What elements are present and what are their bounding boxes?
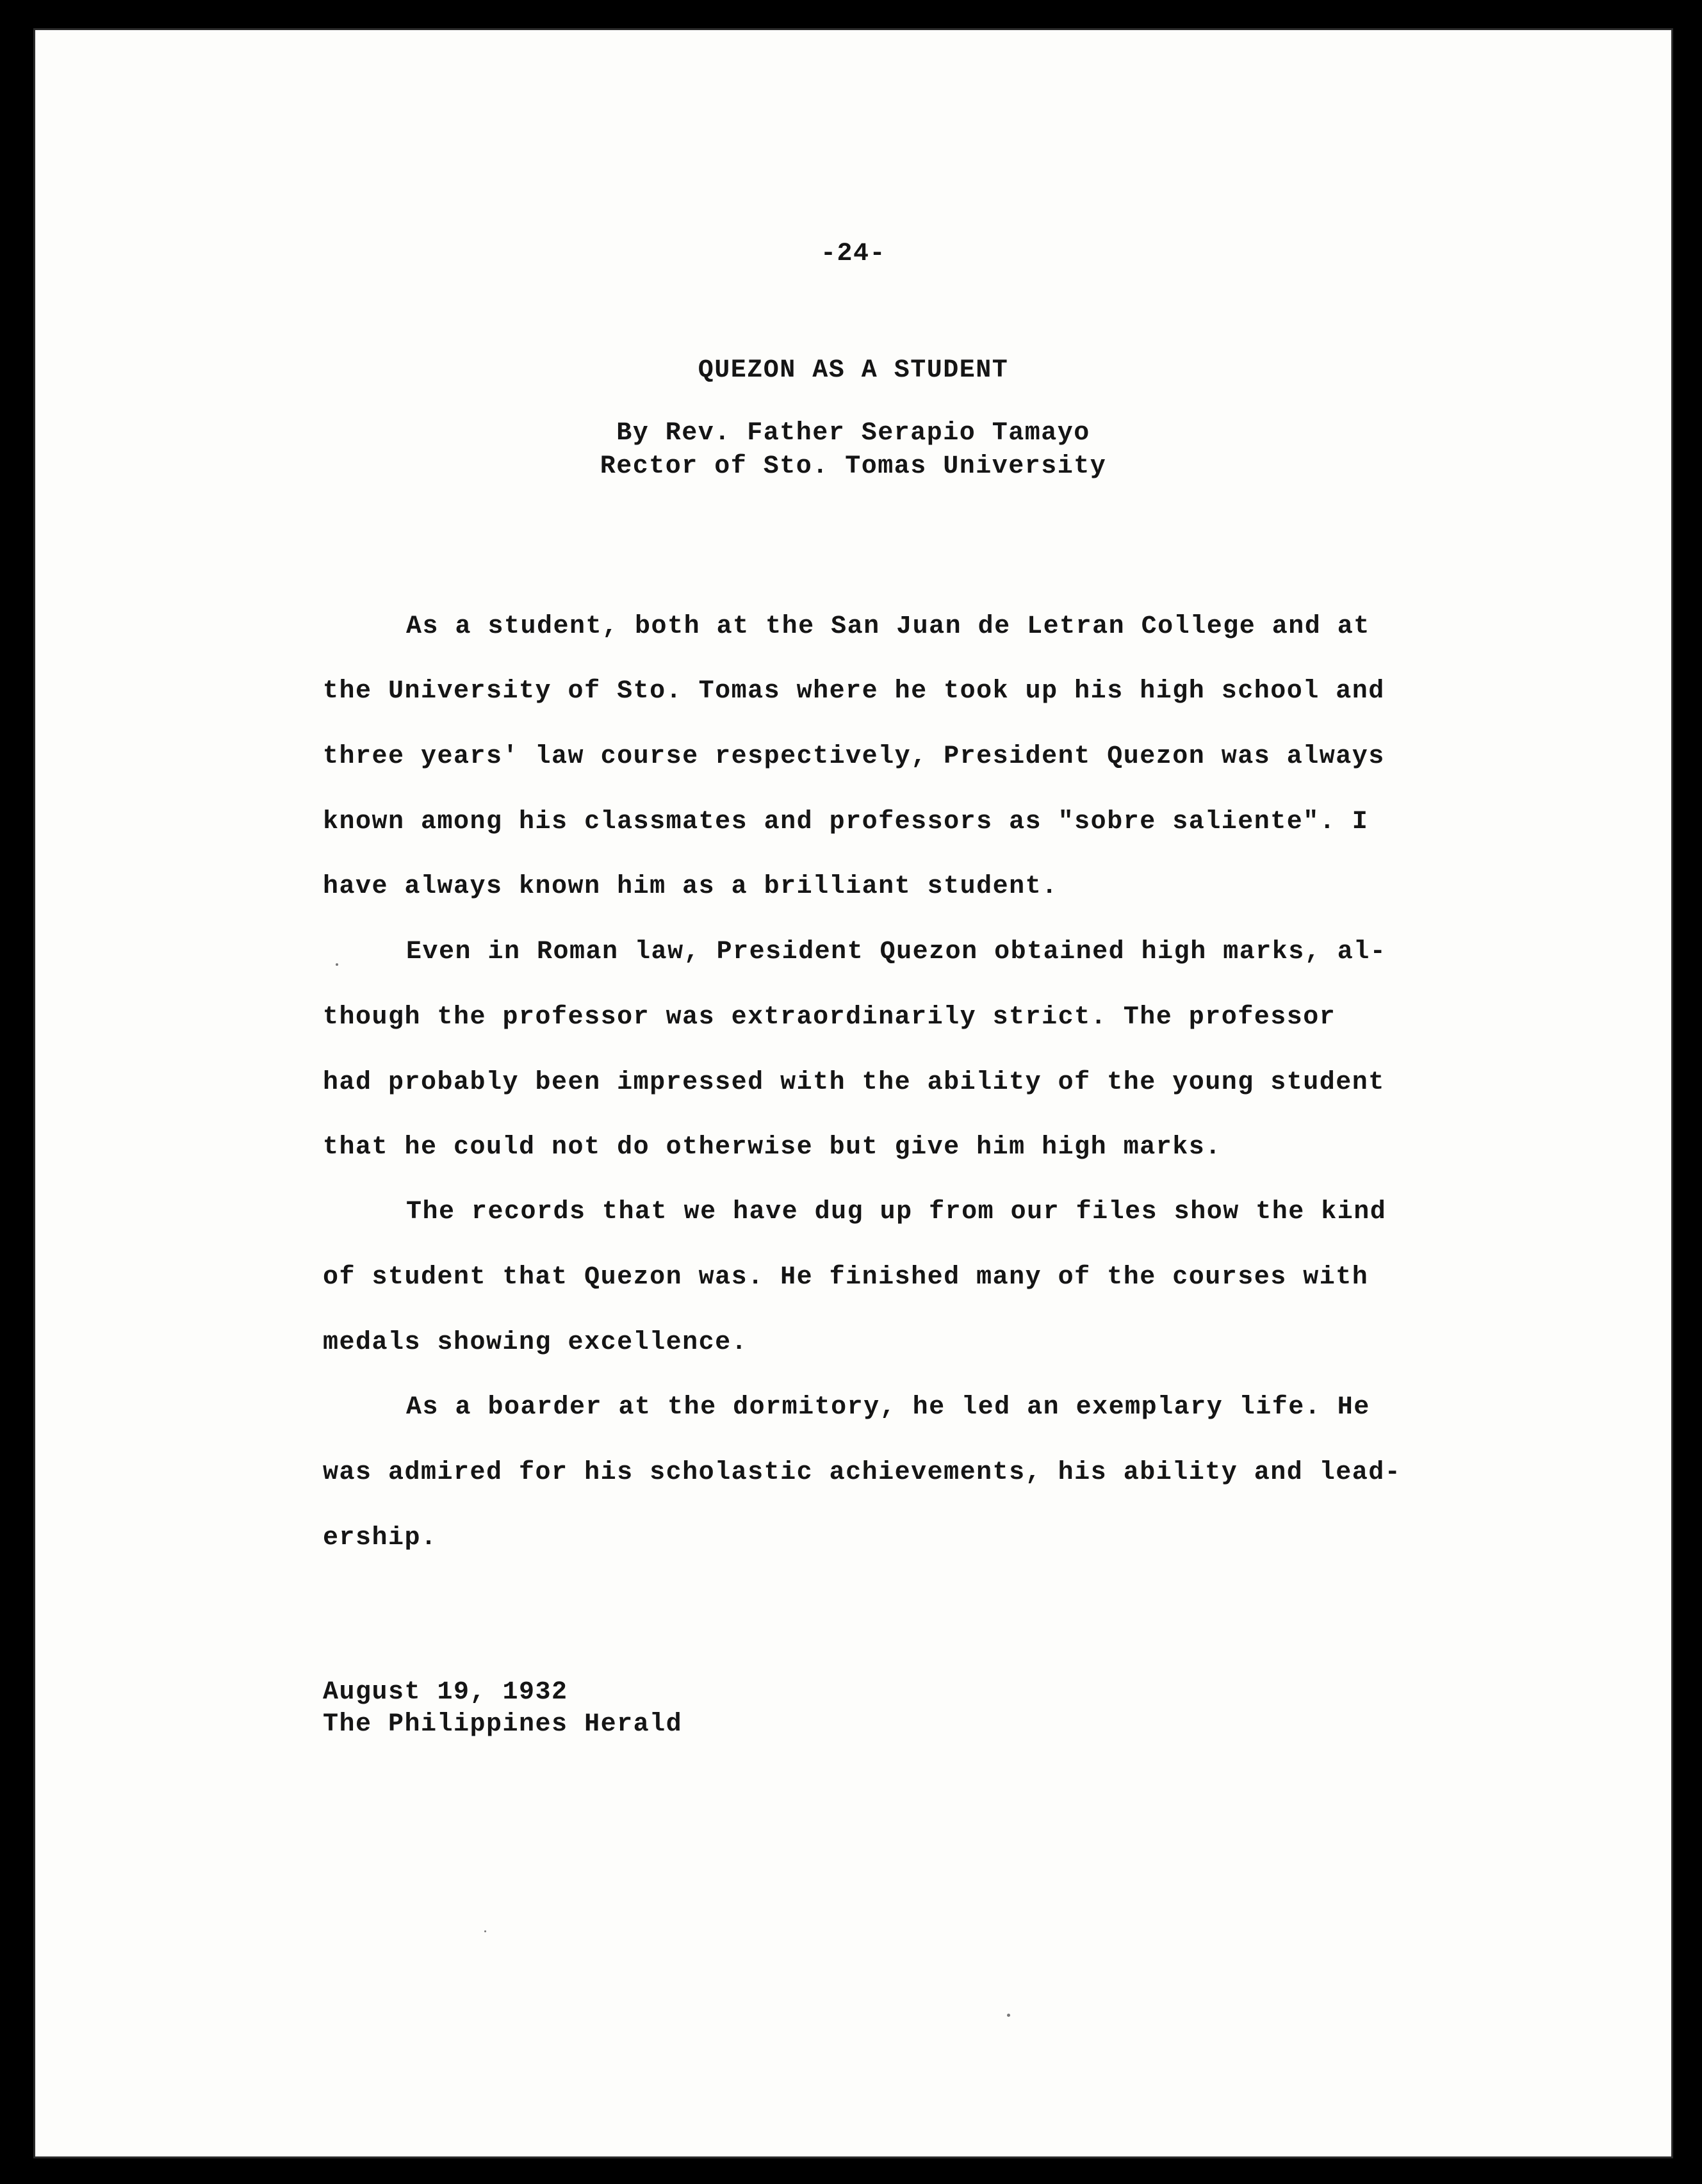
body-line: that he could not do otherwise but give him high marks. xyxy=(323,1133,1222,1162)
signature-date: August 19, 1932 xyxy=(323,1678,568,1707)
body-line: The records that we have dug up from our files show the kind xyxy=(406,1198,1387,1226)
scan-speck xyxy=(1007,2014,1010,2017)
document-page xyxy=(33,28,1673,2158)
body-line: known among his classmates and professors as "sobre saliente". I xyxy=(323,808,1369,836)
body-line: As a boarder at the dormitory, he led an exemplary life. He xyxy=(406,1393,1370,1422)
body-line: Even in Roman law, President Quezon obtained high marks, al- xyxy=(406,938,1387,966)
body-line: ership. xyxy=(323,1524,438,1552)
body-line: was admired for his scholastic achievements, his ability and lead- xyxy=(323,1458,1402,1487)
body-line: As a student, both at the San Juan de Letran College and at xyxy=(406,612,1370,641)
scan-speck xyxy=(484,1930,486,1932)
page-number: -24- xyxy=(820,240,886,268)
body-line: have always known him as a brilliant student. xyxy=(323,872,1058,901)
body-line: had probably been impressed with the ability of the young student xyxy=(323,1068,1385,1097)
scan-speck xyxy=(336,963,338,966)
body-line: three years' law course respectively, President Quezon was always xyxy=(323,742,1385,771)
signature-publication: The Philippines Herald xyxy=(323,1710,683,1739)
body-line: medals showing excellence. xyxy=(323,1328,748,1357)
byline-position: Rector of Sto. Tomas University xyxy=(600,452,1107,481)
body-line: the University of Sto. Tomas where he took up his high school and xyxy=(323,677,1385,706)
body-line: though the professor was extraordinarily strict. The professor xyxy=(323,1003,1336,1032)
document-title: QUEZON AS A STUDENT xyxy=(698,356,1009,385)
byline-author: By Rev. Father Serapio Tamayo xyxy=(616,419,1090,448)
body-line: of student that Quezon was. He finished many of the courses with xyxy=(323,1263,1369,1292)
